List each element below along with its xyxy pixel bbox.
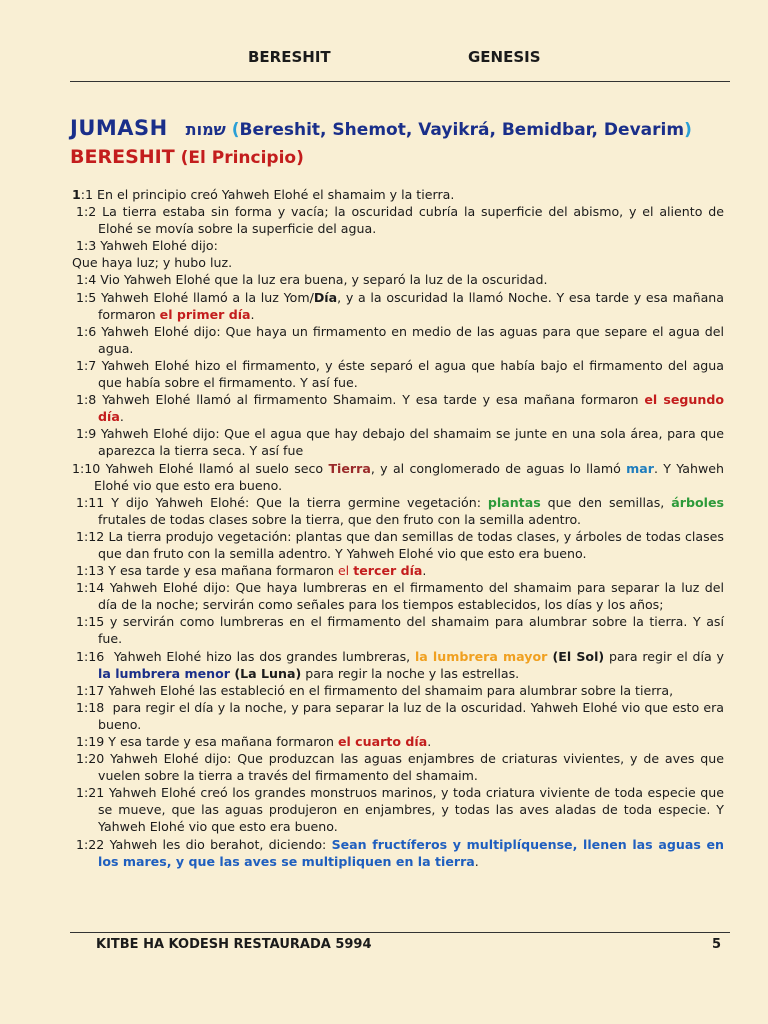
verse-text: Yahweh Elohé hizo el firmamento, y éste separó el agua que había bajo el firmamento del agua que había sobre el firmamento. Y así fue. bbox=[98, 357, 724, 391]
verse-text: La tierra produjo vegetación: plantas que dan semillas de todas clases, y árboles de todas clases que dan fruto con la semilla adentro. Y Yahweh Elohé vio que esto era bueno. bbox=[98, 528, 724, 561]
highlight-day: el cuarto día bbox=[337, 734, 428, 749]
verse-number: 1:21 bbox=[76, 785, 109, 801]
close-paren: ) bbox=[684, 120, 692, 140]
verse-number: 1:19 bbox=[76, 734, 109, 749]
verse-1-3-continuation bbox=[72, 254, 724, 271]
verse-text: Yahweh Elohé dijo: Que haya lumbreras en el firmamento del shamaim para separar la luz del día de la noche; servirán como señales para los tiempos establecidos, los días y los años; bbox=[98, 580, 724, 613]
verse-1-12 bbox=[76, 528, 724, 562]
collection-title bbox=[70, 116, 692, 140]
verse-text: En el principio creó Yahweh Elohé el shamaim y la tierra. bbox=[97, 187, 455, 202]
verse-text: , y al conglomerado de aguas lo llamó bbox=[370, 460, 627, 476]
page-footer bbox=[0, 937, 768, 957]
verse-number: 1:3 bbox=[76, 238, 101, 254]
verse-text: . bbox=[422, 563, 427, 579]
highlight-el: el bbox=[337, 563, 354, 579]
verse-text: , y a la oscuridad la llamó Noche. Y esa tarde y esa mañana formaron bbox=[98, 289, 724, 322]
verse-text: Yahweh Elohé dijo: Que produzcan las aguas enjambres de criaturas vivientes, y de aves que vuelen sobre la tierra a través del firmamento del shamaim. bbox=[98, 751, 724, 784]
verse-text: . bbox=[119, 409, 124, 425]
verse-text: . bbox=[427, 734, 432, 749]
verse-text: y servirán como lumbreras en el firmamento del shamaim para alumbrar sobre la tierra. Y así fue. bbox=[98, 614, 724, 647]
verse-1-22 bbox=[76, 836, 724, 870]
verse-number: 1:17 bbox=[76, 682, 109, 698]
verse-text: Y esa tarde y esa mañana formaron bbox=[108, 734, 338, 749]
verse-number: 1:6 bbox=[76, 323, 102, 339]
verse-text: que den semillas, bbox=[540, 494, 672, 510]
header-book-name: GENESIS bbox=[468, 48, 541, 66]
verse-text: Yahweh Elohé dijo: Que haya un firmamento en medio de las aguas para que separe el agua del agua. bbox=[98, 323, 724, 356]
verse-text: . bbox=[250, 306, 255, 322]
verse-number: 1:18 bbox=[76, 699, 109, 715]
verse-1-21 bbox=[76, 784, 724, 835]
books-list: Bereshit, Shemot, Vayikrá, Bemidbar, Devarim bbox=[239, 120, 685, 140]
highlight-blessing: Sean fructíferos y multiplíquense, llenen las aguas en los mares, y que las aves se multipliquen en la tierra bbox=[98, 836, 724, 869]
verse-number: 1:4 bbox=[76, 272, 101, 288]
verse-1-5 bbox=[76, 289, 724, 323]
verse-number: 1:2 bbox=[76, 204, 103, 220]
verse-text: para regir el día y bbox=[604, 648, 724, 664]
verse-1-1 bbox=[72, 186, 724, 203]
verse-number: 1:11 bbox=[76, 494, 112, 510]
verse-text: Vio Yahweh Elohé que la luz era buena, y separó la luz de la oscuridad. bbox=[100, 272, 548, 288]
page-header bbox=[0, 48, 768, 72]
verse-1-16 bbox=[76, 648, 724, 682]
verse-1-2 bbox=[76, 203, 724, 237]
verse-text: Yahweh Elohé llamó al suelo seco bbox=[105, 460, 329, 476]
verse-text: Yahweh Elohé hizo las dos grandes lumbreras, bbox=[109, 648, 415, 664]
verse-number: 1:12 bbox=[76, 528, 109, 544]
verse-1-3 bbox=[76, 237, 724, 254]
highlight-day: el segundo día bbox=[98, 392, 724, 425]
verse-1-19 bbox=[76, 733, 724, 750]
verse-text: Que haya luz; y hubo luz. bbox=[72, 255, 233, 271]
verse-text: . Y Yahweh Elohé vio que esto era bueno. bbox=[94, 460, 724, 493]
verse-text: La tierra estaba sin forma y vacía; la oscuridad cubría la superficie del abismo, y el aliento de Elohé se movía sobre la superficie del agua. bbox=[98, 204, 724, 237]
verse-text: Yahweh Elohé creó los grandes monstruos marinos, y toda criatura viviente de toda especie que se mueve, que las aguas produjeron en enjambres, y todas las aves aladas de toda especie. Y Yahweh Elohé vio que esto era bueno. bbox=[98, 785, 724, 835]
verse-number: 1:16 bbox=[76, 648, 110, 664]
verse-1-6 bbox=[76, 323, 724, 357]
verse-text: Yahweh Elohé las estableció en el firmamento del shamaim para alumbrar sobre la tierra, bbox=[108, 682, 674, 698]
verse-text: frutales de todas clases sobre la tierra, que den fruto con la semilla adentro. bbox=[98, 511, 582, 527]
verse-1-14 bbox=[76, 579, 724, 613]
verse-text: Yahweh les dio berahot, diciendo: bbox=[109, 836, 332, 852]
footer-title: KITBE HA KODESH RESTAURADA 5994 bbox=[96, 937, 372, 952]
book-name: BERESHIT bbox=[70, 146, 175, 168]
verse-text: Y esa tarde y esa mañana formaron bbox=[108, 563, 338, 579]
book-subtitle: (El Principio) bbox=[180, 148, 304, 168]
verse-1-7 bbox=[76, 357, 724, 391]
book-title bbox=[70, 146, 304, 168]
verse-text: Yahweh Elohé dijo: bbox=[100, 238, 218, 254]
header-book-hebrew-name: BERESHIT bbox=[248, 48, 331, 66]
verse-list bbox=[72, 186, 724, 870]
verse-1-10 bbox=[72, 460, 724, 494]
page-number: 5 bbox=[712, 937, 722, 952]
verse-number: 1:1 bbox=[72, 187, 98, 202]
verse-text: Yahweh Elohé llamó al firmamento Shamaim. Y esa tarde y esa mañana formaron bbox=[102, 392, 645, 408]
verse-text: Y dijo Yahweh Elohé: Que la tierra germine vegetación: bbox=[111, 494, 488, 510]
verse-text: Yahweh Elohé dijo: Que el agua que hay debajo del shamaim se junte en una sola área, para que aparezca la tierra seca. Y así fue bbox=[98, 426, 724, 459]
highlight-arboles: árboles bbox=[671, 494, 724, 510]
footer-rule bbox=[70, 932, 730, 933]
verse-number: 1:15 bbox=[76, 614, 110, 630]
header-rule bbox=[70, 81, 730, 82]
highlight-el-sol: (El Sol) bbox=[547, 648, 605, 664]
verse-number: 1:7 bbox=[76, 357, 102, 373]
verse-number: 1:8 bbox=[76, 392, 103, 408]
highlight-plantas: plantas bbox=[487, 494, 541, 510]
highlight-lumbrera-mayor: la lumbrera mayor bbox=[414, 648, 548, 664]
verse-number: 1:22 bbox=[76, 836, 110, 852]
hebrew-title: שמות bbox=[185, 120, 226, 139]
highlight-tierra: Tierra bbox=[328, 460, 371, 476]
verse-1-8 bbox=[76, 391, 724, 425]
highlight-lumbrera-menor: la lumbrera menor bbox=[98, 665, 230, 681]
verse-1-15 bbox=[76, 613, 724, 647]
verse-text: Yahweh Elohé llamó a la luz Yom/ bbox=[101, 289, 314, 305]
verse-text: . bbox=[474, 853, 479, 869]
highlight-mar: mar bbox=[626, 460, 654, 476]
verse-number: 1:13 bbox=[76, 563, 109, 579]
verse-1-11 bbox=[76, 494, 724, 528]
verse-1-9 bbox=[76, 425, 724, 459]
verse-number: 1:10 bbox=[72, 460, 106, 476]
verse-number: 1:20 bbox=[76, 751, 111, 767]
open-paren: ( bbox=[231, 120, 240, 140]
highlight-la-luna: (La Luna) bbox=[229, 665, 302, 681]
verse-number: 1:9 bbox=[76, 426, 101, 442]
highlight-dia: Día bbox=[313, 289, 338, 305]
highlight-day: el primer día bbox=[159, 306, 251, 322]
verse-number: 1:5 bbox=[76, 289, 101, 305]
verse-1-20 bbox=[76, 750, 724, 784]
verse-number: 1:14 bbox=[76, 580, 110, 596]
verse-text: para regir la noche y las estrellas. bbox=[301, 665, 520, 681]
jumash-title: JUMASH bbox=[70, 116, 168, 140]
verse-text: para regir el día y la noche, y para separar la luz de la oscuridad. Yahweh Elohé vio que esto era bueno. bbox=[98, 699, 724, 732]
verse-1-18 bbox=[76, 699, 724, 733]
highlight-day: tercer día bbox=[353, 563, 423, 579]
verse-1-4 bbox=[76, 271, 724, 288]
verse-1-17 bbox=[76, 682, 724, 699]
verse-1-13 bbox=[76, 562, 724, 579]
